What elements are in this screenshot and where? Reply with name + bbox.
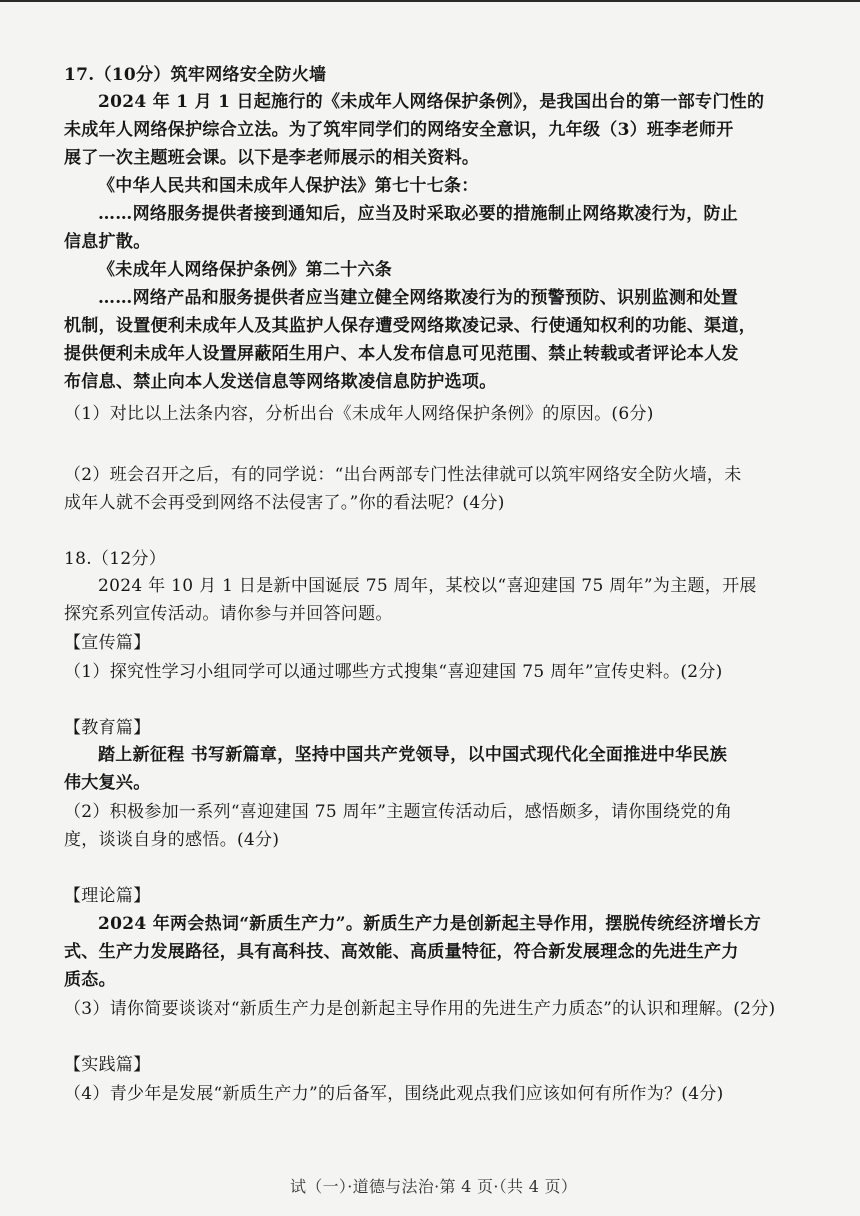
theory-text-line-2: 式、生产力发展路径，具有高科技、高效能、高质量特征，符合新发展理念的先进生产力 bbox=[64, 942, 739, 962]
q17-intro-line-3: 展了一次主题班会课。以下是李老师展示的相关资料。 bbox=[64, 148, 480, 168]
law2-text-line-3: 提供便利未成年人设置屏蔽陌生用户、本人发布信息可见范围、禁止转载或者评论本人发 bbox=[64, 344, 739, 364]
section-education: 【教育篇】 bbox=[64, 718, 151, 738]
law2-text-line-2: 机制，设置便利未成年人及其监护人保存遭受网络欺凌记录、行使通知权利的功能、渠道， bbox=[64, 316, 756, 336]
top-border bbox=[0, 0, 860, 2]
law1-text-line-1: ……网络服务提供者接到通知后，应当及时采取必要的措施制止网络欺凌行为，防止 bbox=[98, 204, 739, 224]
law2-text-line-4: 布信息、禁止向本人发送信息等网络欺凌信息防护选项。 bbox=[64, 372, 497, 392]
q17-intro-line-1: 2024 年 1 月 1 日起施行的《未成年人网络保护条例》，是我国出台的第一部专门性的 bbox=[98, 92, 765, 112]
theory-text-line-3: 质态。 bbox=[64, 970, 116, 990]
page-footer: 试（一）·道德与法治·第 4 页·（共 4 页） bbox=[290, 1177, 578, 1196]
theory-text-line-1: 2024 年两会热词“新质生产力”。新质生产力是创新起主导作用，摆脱传统经济增长方 bbox=[98, 914, 762, 934]
q18-heading: 18.（12分） bbox=[64, 549, 167, 569]
q17-intro-line-2: 未成年人网络保护综合立法。为了筑牢同学们的网络安全意识，九年级（3）班李老师开 bbox=[64, 120, 734, 140]
q18-sub2-line-2: 度，谈谈自身的感悟。(4分) bbox=[64, 830, 280, 850]
law2-title: 《未成年人网络保护条例》第二十六条 bbox=[98, 260, 393, 280]
edu-text-line-2: 伟大复兴。 bbox=[64, 773, 151, 793]
law2-text-line-1: ……网络产品和服务提供者应当建立健全网络欺凌行为的预警预防、识别监测和处置 bbox=[98, 288, 739, 308]
section-practice: 【实践篇】 bbox=[64, 1055, 151, 1075]
law1-title: 《中华人民共和国未成年人保护法》第七十七条： bbox=[98, 176, 479, 196]
q17-sub2-line-1: （2）班会召开之后，有的同学说：“出台两部专门性法律就可以筑牢网络安全防火墙，未 bbox=[64, 465, 742, 485]
edu-text-line-1: 踏上新征程 书写新篇章，坚持中国共产党领导，以中国式现代化全面推进中华民族 bbox=[98, 745, 728, 765]
q18-sub2-line-1: （2）积极参加一系列“喜迎建国 75 周年”主题宣传活动后，感悟颇多，请你围绕党的角 bbox=[64, 802, 733, 822]
q18-sub1: （1）探究性学习小组同学可以通过哪些方式搜集“喜迎建国 75 周年”宣传史料。(2分) bbox=[64, 662, 723, 682]
q18-intro-line-2: 探究系列宣传活动。请你参与并回答问题。 bbox=[64, 604, 393, 624]
q18-sub3: （3）请你简要谈谈对“新质生产力是创新起主导作用的先进生产力质态”的认识和理解。(2分) bbox=[64, 999, 776, 1019]
section-theory: 【理论篇】 bbox=[64, 886, 151, 906]
q18-sub4: （4）青少年是发展“新质生产力”的后备军，围绕此观点我们应该如何有所作为？(4分) bbox=[64, 1084, 724, 1104]
q18-intro-line-1: 2024 年 10 月 1 日是新中国诞辰 75 周年，某校以“喜迎建国 75 周年”为主题，开展 bbox=[98, 576, 757, 596]
law1-text-line-2: 信息扩散。 bbox=[64, 232, 151, 252]
q17-sub1: （1）对比以上法条内容，分析出台《未成年人网络保护条例》的原因。(6分) bbox=[64, 404, 654, 424]
q17-sub2-line-2: 成年人就不会再受到网络不法侵害了。”你的看法呢？(4分) bbox=[64, 493, 505, 513]
section-publicity: 【宣传篇】 bbox=[64, 633, 151, 653]
q17-heading: 17.（10分）筑牢网络安全防火墙 bbox=[64, 65, 327, 85]
